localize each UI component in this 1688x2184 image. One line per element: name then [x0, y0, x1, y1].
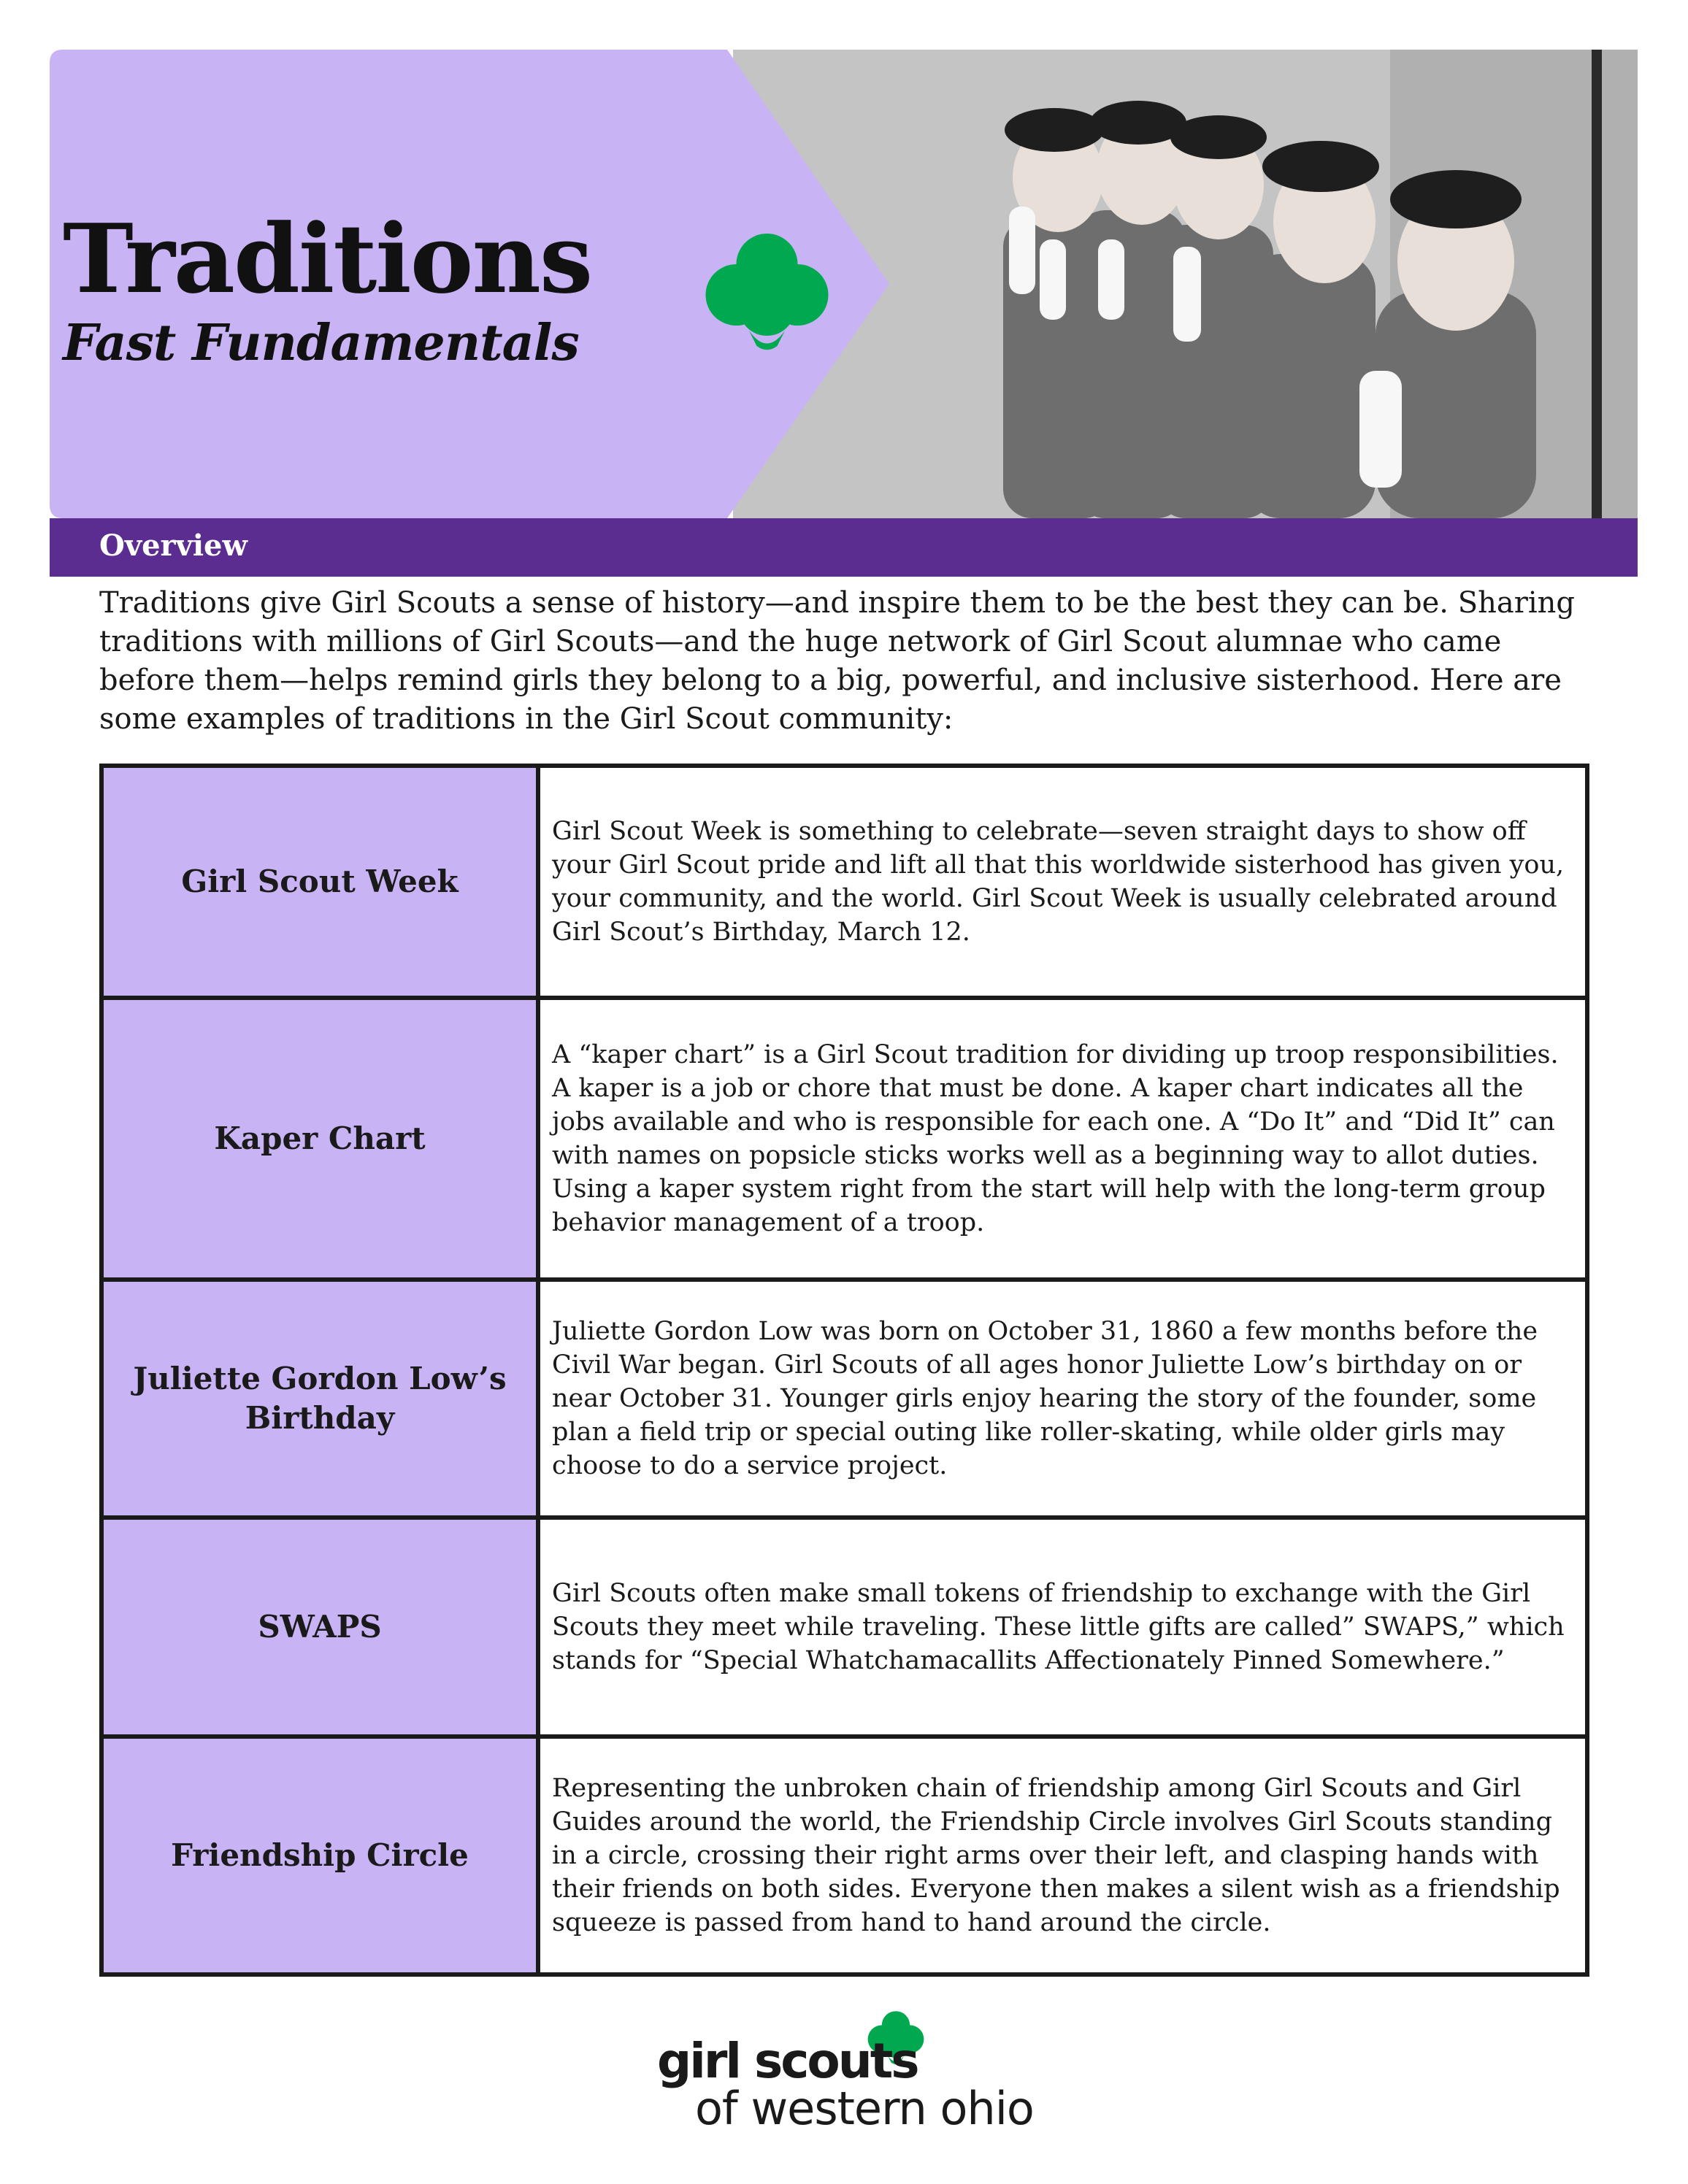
term-cell: Juliette Gordon Low’s Birthday: [104, 1282, 540, 1515]
page-title: Traditions: [63, 203, 592, 315]
table-row: [104, 1734, 1585, 1972]
description-cell: Girl Scout Week is something to celebrate—seven straight days to show off your Girl Scout pride and lift all that this worldwide sisterhood has given you, your community, and the world. Girl Scout Week is usually celebrated around Girl Scout’s Birthday, March 12.: [552, 817, 1565, 947]
overview-heading: Overview: [99, 528, 248, 563]
description-cell: Juliette Gordon Low was born on October 31, 1860 a few months before the Civil War began. Girl Scouts of all ages honor Juliette Low’s birthday on or near October 31. Younger girls enjoy hearing the story of the founder, some plan a field trip or special outing like roller-skating, while older girls may choose to do a service project.: [552, 1317, 1538, 1480]
overview-section-header: [50, 518, 1638, 577]
traditions-table: [99, 764, 1589, 1977]
page-subtitle: Fast Fundamentals: [63, 314, 579, 372]
table-row: [104, 1277, 1585, 1515]
logo-council-name: of western ohio: [695, 2082, 1034, 2135]
term-cell: SWAPS: [104, 1520, 540, 1734]
table-row: [104, 768, 1585, 996]
trefoil-icon: [703, 228, 831, 356]
term-cell: Girl Scout Week: [104, 768, 540, 996]
logo-wordmark: girl scouts: [657, 2033, 918, 2089]
table-row: [104, 1515, 1585, 1734]
term-cell: Kaper Chart: [104, 1000, 540, 1277]
header-banner: [50, 50, 1638, 518]
table-row: [104, 996, 1585, 1277]
description-cell: A “kaper chart” is a Girl Scout tradition for dividing up troop responsibilities. A kaper is a job or chore that must be done. A kaper chart indicates all the jobs available and who is responsible for each one. A “Do It” and “Did It” can with names on popsicle sticks works well as a beginning way to allot duties. Using a kaper system right from the start will help with the long-term group behavior management of a troop.: [552, 1040, 1559, 1237]
term-cell: Friendship Circle: [104, 1739, 540, 1972]
description-cell: Girl Scouts often make small tokens of friendship to exchange with the Girl Scouts they meet while traveling. These little gifts are called” SWAPS,” which stands for “Special Whatchamacallits Affectionately Pinned Somewhere.”: [552, 1579, 1565, 1675]
overview-paragraph: Traditions give Girl Scouts a sense of history—and inspire them to be the best they can be. Sharing traditions with millions of Girl Scouts—and the huge network of Girl Scout alumnae who came before them—helps remind girls they belong to a big, powerful, and inclusive sisterhood. Here are some examples of traditions in the Girl Scout community:: [99, 586, 1576, 736]
description-cell: Representing the unbroken chain of friendship among Girl Scouts and Girl Guides around the world, the Friendship Circle involves Girl Scouts standing in a circle, crossing their right arms over their left, and clasping hands with their friends on both sides. Everyone then makes a silent wish as a friendship squeeze is passed from hand to hand around the circle.: [552, 1774, 1560, 1937]
